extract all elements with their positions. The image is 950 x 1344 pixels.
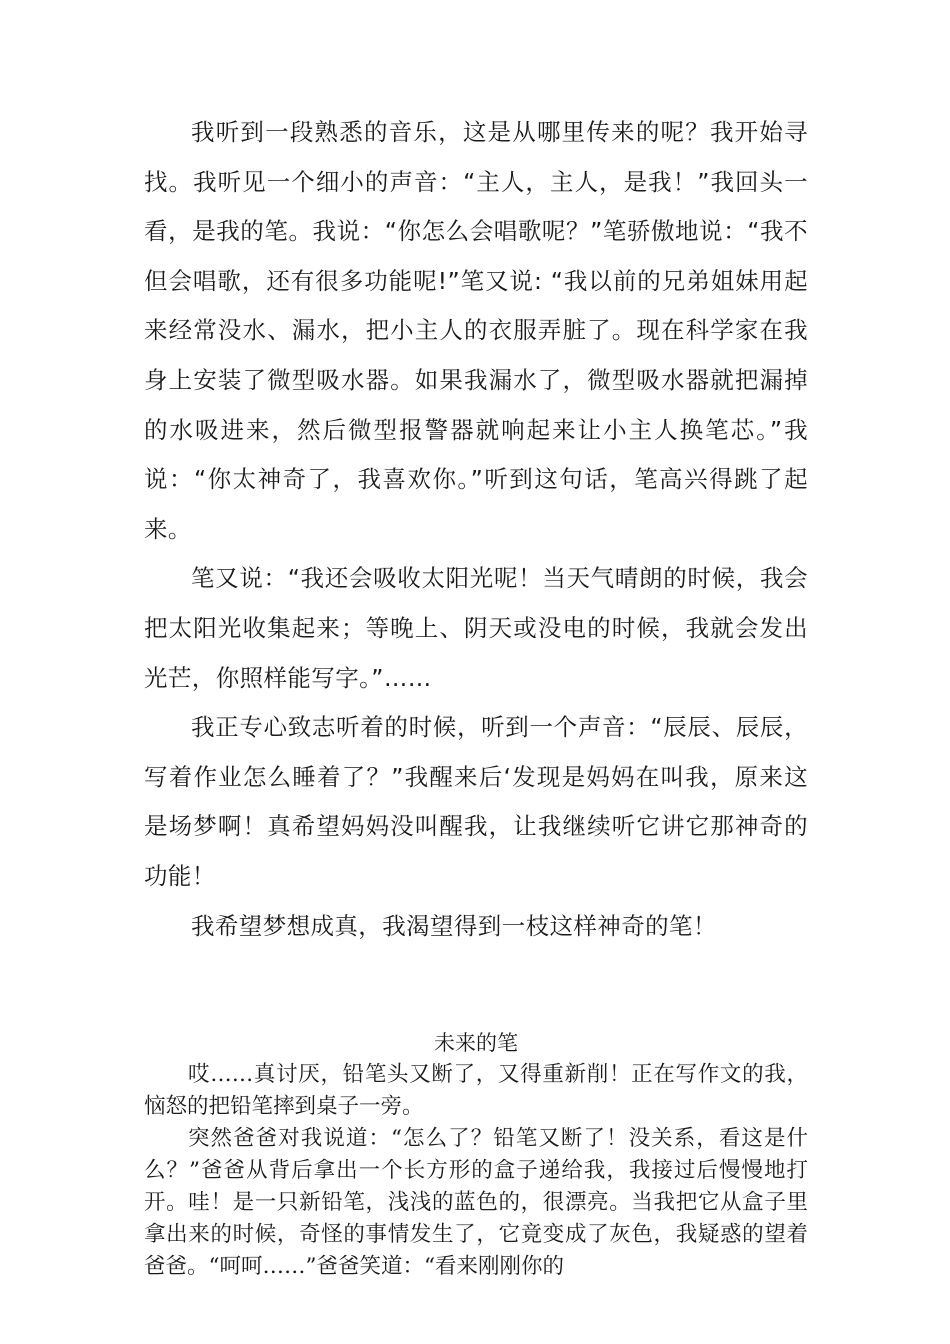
paragraph: 我听到一段熟悉的音乐，这是从哪里传来的呢？我开始寻找。我听见一个细小的声音：“主人，主人，是我！”我回头一看，是我的笔。我说：“你怎么会唱歌呢？”笔骄傲地说：“我不但会唱歌，还有很多功能呢!”笔又说: “我以前的兄弟姐妹用起来经常没水、漏水，把小主人的衣服弄脏了。现在科学家在我身上安装了微型吸水器。如果我漏水了，微型吸水器就把漏掉的水吸进来，然后微型报警器就响起来让小主人换笔芯。”我说：“你太神奇了，我喜欢你。”听到这句话，笔高兴得跳了起来。 (144, 118, 808, 543)
paragraph: 我正专心致志听着的时候，听到一个声音：“辰辰、辰辰，写着作业怎么睡着了？”我醒来后‘发现是妈妈在叫我，原来这是场梦啊！真希望妈妈没叫醒我，让我继续听它讲它那神奇的功能！ (144, 713, 808, 890)
paragraph: 我希望梦想成真，我渴望得到一枝这样神奇的笔！ (191, 911, 717, 940)
essay-section-dream-pen (144, 108, 808, 951)
essay-section-future-pen (144, 1027, 808, 1283)
document-page (144, 108, 808, 1283)
paragraph: 笔又说：“我还会吸收太阳光呢！当天气晴朗的时候，我会把太阳光收集起来；等晚上、阴天或没电的时候，我就会发出光芒，你照样能写字。”…… (144, 564, 808, 692)
paragraph: 哎……真讨厌，铅笔头又断了，又得重新削！正在写作文的我，恼怒的把铅笔摔到桌子一旁。 (144, 1062, 808, 1120)
essay-title: 未来的笔 (434, 1031, 518, 1056)
paragraph: 突然爸爸对我说道：“怎么了？铅笔又断了！没关系，看这是什么？”爸爸从背后拿出一个长方形的盒子递给我，我接过后慢慢地打开。哇！是一只新铅笔，浅浅的蓝色的，很漂亮。当我把它从盒子里拿出来的时候，奇怪的事情发生了，它竟变成了灰色，我疑惑的望着爸爸。“呵呵……”爸爸笑道：“看来刚刚你的 (144, 1126, 808, 1280)
